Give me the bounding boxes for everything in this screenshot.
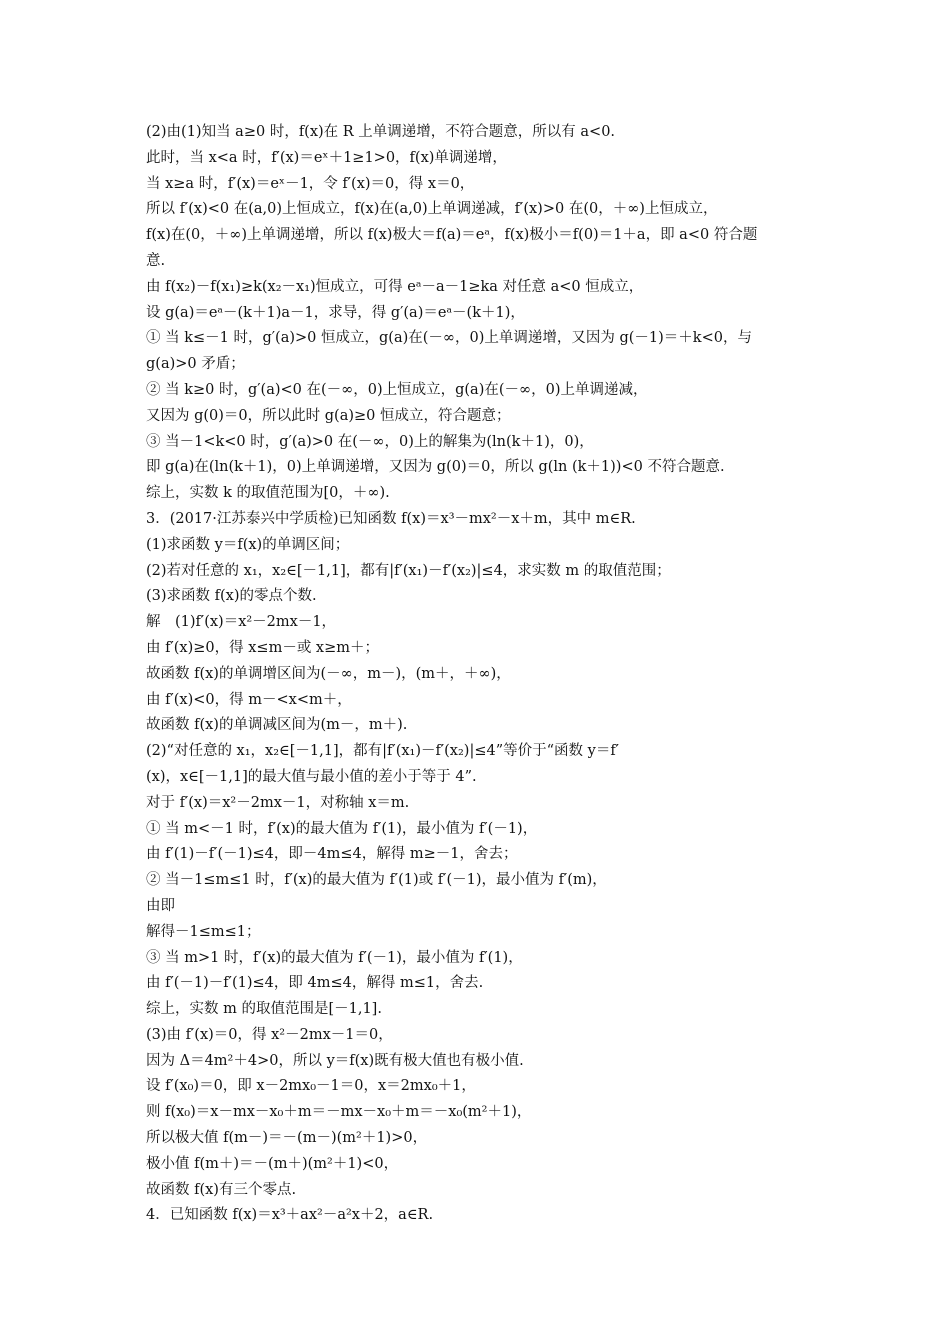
text-line: 综上，实数 k 的取值范围为[0，＋∞). bbox=[146, 485, 390, 502]
text-line: 设 f′(x₀)＝0，即 x－2mx₀－1＝0，x＝2mx₀＋1， bbox=[146, 1078, 476, 1095]
problem-4-heading: 4．已知函数 f(x)＝x³＋ax²－a²x＋2，a∈R. bbox=[146, 1207, 434, 1224]
text-line: 极小值 f(m＋)＝－(m＋)(m²＋1)<0， bbox=[146, 1155, 399, 1172]
text-line: f(x)在(0，＋∞)上单调递增，所以 f(x)极大＝f(a)＝eᵃ，f(x)极小＝f(0)＝1＋a，即 a<0 符合题 bbox=[146, 227, 758, 244]
text-line: 当 x≥a 时，f′(x)＝eˣ－1，令 f′(x)＝0，得 x＝0， bbox=[146, 175, 475, 192]
text-line: (2)若对任意的 x₁，x₂∈[－1,1]，都有|f′(x₁)－f′(x₂)|≤4，求实数 m 的取值范围； bbox=[146, 562, 671, 579]
text-line: 故函数 f(x)的单调增区间为(－∞，m－)，(m＋，＋∞)， bbox=[146, 665, 511, 682]
document-body bbox=[146, 120, 814, 1229]
text-line: 由 f(x₂)－f(x₁)≥k(x₂－x₁)恒成立，可得 eᵃ－a－1≥ka 对任意 a<0 恒成立， bbox=[146, 278, 644, 295]
text-line: 解得－1≤m≤1； bbox=[146, 923, 261, 940]
text-line: 设 g(a)＝eᵃ－(k＋1)a－1，求导，得 g′(a)＝eᵃ－(k＋1)， bbox=[146, 304, 525, 321]
text-line: 故函数 f(x)有三个零点. bbox=[146, 1181, 297, 1198]
text-line: 综上，实数 m 的取值范围是[－1,1]. bbox=[146, 1001, 382, 1018]
text-line: 又因为 g(0)＝0，所以此时 g(a)≥0 恒成立，符合题意； bbox=[146, 407, 511, 424]
text-line: 因为 Δ＝4m²＋4>0，所以 y＝f(x)既有极大值也有极小值. bbox=[146, 1052, 524, 1069]
solution-start: 解 (1)f′(x)＝x²－2mx－1， bbox=[146, 614, 337, 631]
text-line: 由即 bbox=[146, 897, 175, 914]
text-line: 此时，当 x<a 时，f′(x)＝eˣ＋1≥1>0，f(x)单调递增， bbox=[146, 149, 507, 166]
text-line: 对于 f′(x)＝x²－2mx－1，对称轴 x＝m. bbox=[146, 794, 410, 811]
text-line: ② 当－1≤m≤1 时，f′(x)的最大值为 f′(1)或 f′(－1)，最小值为 f′(m)， bbox=[146, 872, 607, 889]
text-line: 所以极大值 f(m－)＝－(m－)(m²＋1)>0， bbox=[146, 1130, 428, 1147]
text-line: g(a)>0 矛盾； bbox=[146, 356, 245, 373]
problem-3-heading: 3．(2017·江苏泰兴中学质检)已知函数 f(x)＝x³－mx²－x＋m，其中 m∈R. bbox=[146, 510, 636, 527]
text-line: ③ 当 m>1 时，f′(x)的最大值为 f′(－1)，最小值为 f′(1)， bbox=[146, 949, 523, 966]
text-line: (3)求函数 f(x)的零点个数. bbox=[146, 588, 317, 605]
text-line: (3)由 f′(x)＝0，得 x²－2mx－1＝0， bbox=[146, 1026, 393, 1043]
text-line: (2)由(1)知当 a≥0 时，f(x)在 R 上单调递增，不符合题意，所以有 a<0. bbox=[146, 124, 616, 140]
text-line: 由 f′(x)<0，得 m－<x<m＋， bbox=[146, 691, 352, 708]
text-line: 则 f(x₀)＝x－mx－x₀＋m＝－mx－x₀＋m＝－x₀(m²＋1)， bbox=[146, 1104, 532, 1121]
text-line: (2)“对任意的 x₁，x₂∈[－1,1]，都有|f′(x₁)－f′(x₂)|≤4”等价于“函数 y＝f′ bbox=[146, 743, 620, 760]
text-line: 由 f′(1)－f′(－1)≤4，即－4m≤4，解得 m≥－1，舍去； bbox=[146, 846, 518, 863]
text-line: (1)求函数 y＝f(x)的单调区间； bbox=[146, 536, 350, 553]
text-line: ③ 当－1<k<0 时，g′(a)>0 在(－∞，0)上的解集为(ln(k＋1)，0)， bbox=[146, 433, 594, 450]
text-line: ① 当 k≤－1 时，g′(a)>0 恒成立，g(a)在(－∞，0)上单调递增，又因为 g(－1)＝＋k<0，与 bbox=[146, 330, 752, 347]
text-line: 即 g(a)在(ln(k＋1)，0)上单调递增，又因为 g(0)＝0，所以 g(ln (k＋1))<0 不符合题意. bbox=[146, 459, 725, 476]
text-line: 故函数 f(x)的单调减区间为(m－，m＋). bbox=[146, 717, 408, 734]
text-line: (x)，x∈[－1,1]的最大值与最小值的差小于等于 4”. bbox=[146, 768, 477, 785]
text-line: 所以 f′(x)<0 在(a,0)上恒成立，f(x)在(a,0)上单调递减，f′(x)>0 在(0，＋∞)上恒成立， bbox=[146, 201, 718, 218]
text-line: 意. bbox=[146, 252, 166, 269]
text-line: ② 当 k≥0 时，g′(a)<0 在(－∞，0)上恒成立，g(a)在(－∞，0)上单调递减， bbox=[146, 381, 648, 398]
text-line: 由 f′(－1)－f′(1)≤4，即 4m≤4，解得 m≤1，舍去. bbox=[146, 975, 484, 992]
text-line: 由 f′(x)≥0，得 x≤m－或 x≥m＋； bbox=[146, 639, 380, 656]
text-line: ① 当 m<－1 时，f′(x)的最大值为 f′(1)，最小值为 f′(－1)， bbox=[146, 820, 538, 837]
